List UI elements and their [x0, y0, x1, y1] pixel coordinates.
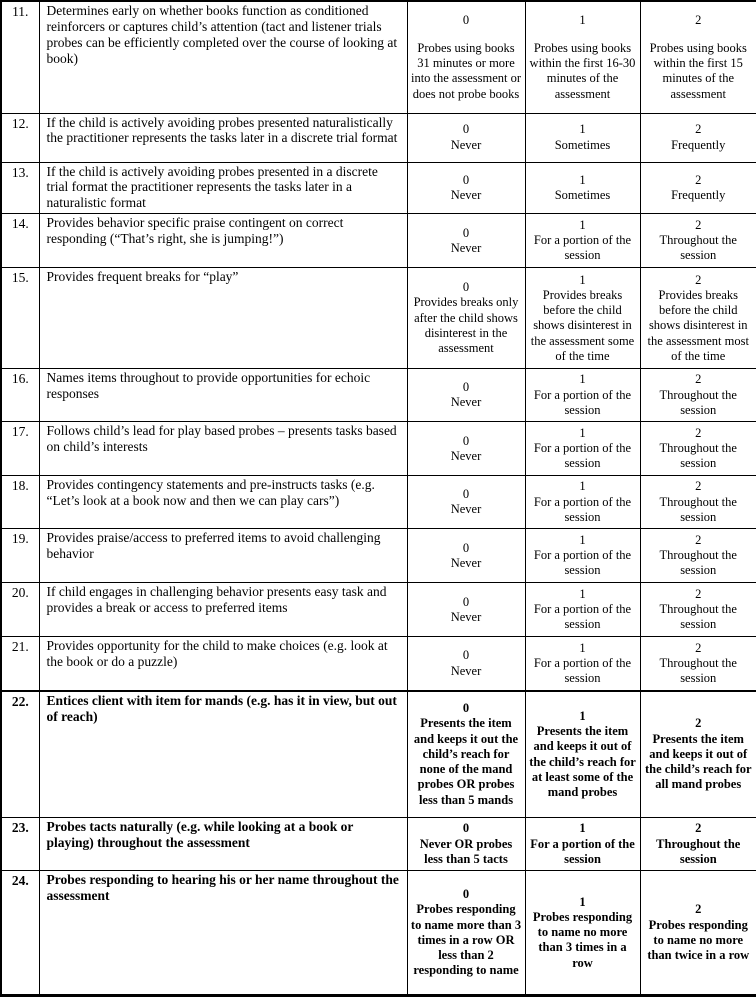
score-description: Never — [450, 137, 482, 152]
score-value: 0 — [462, 380, 470, 395]
score-cell-0 — [407, 422, 525, 476]
score-cell-0 — [407, 214, 525, 268]
table-row — [1, 268, 756, 369]
score-description: Throughout the session — [659, 494, 737, 524]
item-description: If the child is actively avoiding probes presented in a discrete trial format the practitioner represents the tasks later in a naturalistic format — [39, 162, 407, 214]
score-value: 2 — [695, 372, 702, 387]
score-cell-1 — [525, 583, 640, 637]
score-value: 0 — [462, 122, 470, 137]
item-number: 12. — [1, 113, 39, 162]
table-row — [1, 214, 756, 268]
score-cell-1 — [525, 529, 640, 583]
score-description: Throughout the session — [659, 387, 737, 417]
score-description: Frequently — [671, 187, 726, 202]
score-description: Presents the item and keeps it out of the child’s reach for all mand probes — [644, 731, 752, 792]
score-cell-1 — [525, 637, 640, 691]
item-description: Determines early on whether books function as conditioned reinforcers or captures child’s attention (tact and listener trials probes can be efficiently completed over the course of looking at book) — [39, 1, 407, 113]
table-row — [1, 529, 756, 583]
score-description: Never OR probes less than 5 tacts — [419, 836, 513, 866]
score-cell-0 — [407, 476, 525, 529]
item-number: 14. — [1, 214, 39, 268]
table-row — [1, 1, 756, 113]
score-cell-2 — [640, 583, 756, 637]
score-description: Provides breaks only after the child shows disinterest in the assessment — [413, 295, 519, 356]
item-description: If child engages in challenging behavior presents easy task and provides a break or access to preferred items — [39, 583, 407, 637]
score-description: Provides breaks before the child shows disinterest in the assessment some of the time — [530, 287, 635, 363]
score-value: 1 — [579, 272, 586, 287]
score-description: Throughout the session — [656, 836, 741, 866]
score-cell-0 — [407, 691, 525, 818]
score-cell-1 — [525, 113, 640, 162]
score-description: For a portion of the session — [533, 441, 632, 471]
score-description: For a portion of the session — [533, 387, 632, 417]
score-value: 0 — [462, 887, 470, 902]
score-description: Probes using books within the first 16-30 minutes of the assessment — [529, 40, 636, 101]
score-description: Presents the item and keeps it out of the child’s reach for at least some of the mand probes — [529, 724, 636, 800]
score-cell-2 — [640, 162, 756, 214]
score-value: 1 — [579, 532, 586, 547]
score-value: 1 — [579, 12, 586, 27]
score-value: 0 — [462, 225, 470, 240]
score-description: Throughout the session — [659, 233, 737, 263]
score-cell-0 — [407, 369, 525, 422]
item-description: Entices client with item for mands (e.g. has it in view, but out of reach) — [39, 691, 407, 818]
score-value: 2 — [695, 586, 702, 601]
item-number: 24. — [1, 871, 39, 996]
score-description: Throughout the session — [659, 602, 737, 632]
score-cell-0 — [407, 637, 525, 691]
table-row — [1, 818, 756, 871]
score-value: 1 — [579, 479, 586, 494]
score-value: 0 — [462, 701, 470, 716]
score-description: Never — [450, 555, 482, 570]
score-description: Never — [450, 448, 482, 463]
table-row — [1, 691, 756, 818]
score-cell-1 — [525, 818, 640, 871]
score-description: Never — [450, 395, 482, 410]
score-description: Never — [450, 240, 482, 255]
score-description: Never — [450, 609, 482, 624]
score-description: For a portion of the session — [533, 602, 632, 632]
score-cell-2 — [640, 214, 756, 268]
score-description: Probes responding to name no more than 3 times in a row — [532, 909, 633, 970]
score-description: Probes using books 31 minutes or more into the assessment or does not probe books — [410, 40, 522, 101]
item-number: 20. — [1, 583, 39, 637]
score-value: 0 — [462, 487, 470, 502]
score-value: 0 — [462, 648, 470, 663]
score-description: Sometimes — [554, 187, 611, 202]
score-value: 2 — [695, 640, 702, 655]
score-cell-0 — [407, 268, 525, 369]
score-value: 1 — [579, 122, 586, 137]
item-description: Follows child’s lead for play based probes – presents tasks based on child’s interests — [39, 422, 407, 476]
score-cell-2 — [640, 818, 756, 871]
rubric-rows — [1, 1, 756, 996]
score-value: 1 — [579, 708, 586, 723]
item-description: Probes tacts naturally (e.g. while looking at a book or playing) throughout the assessment — [39, 818, 407, 871]
item-number: 23. — [1, 818, 39, 871]
score-cell-2 — [640, 691, 756, 818]
item-description: Provides frequent breaks for “play” — [39, 268, 407, 369]
score-description: Never — [450, 502, 482, 517]
score-cell-0 — [407, 162, 525, 214]
score-description: Presents the item and keeps it out the child’s reach for none of the mand probes OR probes less than 5 mands — [413, 716, 519, 807]
score-description: Probes responding to name no more than twice in a row — [647, 917, 750, 963]
score-value: 1 — [579, 217, 586, 232]
score-cell-1 — [525, 268, 640, 369]
score-cell-2 — [640, 422, 756, 476]
score-cell-2 — [640, 529, 756, 583]
table-row — [1, 583, 756, 637]
score-cell-1 — [525, 369, 640, 422]
item-number: 19. — [1, 529, 39, 583]
score-cell-0 — [407, 529, 525, 583]
score-value: 1 — [579, 172, 586, 187]
score-value: 0 — [462, 594, 470, 609]
score-cell-2 — [640, 476, 756, 529]
item-description: Provides contingency statements and pre-instructs tasks (e.g. “Let’s look at a book now and then we can play cars”) — [39, 476, 407, 529]
score-value: 2 — [695, 532, 702, 547]
score-cell-0 — [407, 113, 525, 162]
score-cell-1 — [525, 162, 640, 214]
score-value: 0 — [462, 280, 470, 295]
score-value: 2 — [695, 479, 702, 494]
table-row — [1, 637, 756, 691]
score-value: 2 — [695, 272, 702, 287]
score-cell-1 — [525, 691, 640, 818]
score-cell-2 — [640, 637, 756, 691]
score-value: 0 — [462, 821, 470, 836]
table-row — [1, 871, 756, 996]
score-description: Provides breaks before the child shows disinterest in the assessment most of the time — [647, 287, 749, 363]
item-number: 15. — [1, 268, 39, 369]
score-cell-1 — [525, 214, 640, 268]
score-value: 1 — [579, 640, 586, 655]
score-cell-0 — [407, 583, 525, 637]
score-cell-2 — [640, 1, 756, 113]
table-row — [1, 162, 756, 214]
score-description: Never — [450, 187, 482, 202]
table-row — [1, 369, 756, 422]
item-number: 18. — [1, 476, 39, 529]
item-number: 16. — [1, 369, 39, 422]
score-value: 2 — [695, 172, 702, 187]
score-description: Sometimes — [554, 137, 611, 152]
score-cell-1 — [525, 422, 640, 476]
score-description: Throughout the session — [659, 548, 737, 578]
score-description: For a portion of the session — [533, 548, 632, 578]
score-description: For a portion of the session — [533, 655, 632, 686]
item-number: 17. — [1, 422, 39, 476]
score-value: 2 — [695, 716, 702, 731]
score-description: For a portion of the session — [533, 494, 632, 524]
score-description: Never — [450, 663, 482, 678]
score-value: 2 — [695, 902, 702, 917]
score-description: For a portion of the session — [530, 836, 635, 866]
score-cell-1 — [525, 871, 640, 996]
score-value: 1 — [579, 372, 586, 387]
score-description: Throughout the session — [659, 655, 737, 686]
score-cell-1 — [525, 476, 640, 529]
item-description: If the child is actively avoiding probes presented naturalistically the practitioner represents the tasks later in a discrete trial format — [39, 113, 407, 162]
score-value: 0 — [462, 172, 470, 187]
score-description: For a portion of the session — [533, 233, 632, 263]
item-description: Provides praise/access to preferred items to avoid challenging behavior — [39, 529, 407, 583]
table-row — [1, 476, 756, 529]
score-cell-0 — [407, 871, 525, 996]
table-row — [1, 422, 756, 476]
score-cell-2 — [640, 369, 756, 422]
score-cell-0 — [407, 1, 525, 113]
score-value: 0 — [462, 12, 470, 27]
item-description: Names items throughout to provide opportunities for echoic responses — [39, 369, 407, 422]
score-value: 2 — [695, 821, 702, 836]
score-value: 0 — [462, 433, 470, 448]
score-cell-2 — [640, 268, 756, 369]
score-cell-1 — [525, 1, 640, 113]
item-number: 21. — [1, 637, 39, 691]
item-description: Provides opportunity for the child to make choices (e.g. look at the book or do a puzzle) — [39, 637, 407, 691]
score-value: 1 — [579, 894, 586, 909]
score-value: 1 — [579, 821, 586, 836]
score-value: 1 — [579, 425, 586, 440]
item-number: 11. — [1, 1, 39, 113]
score-cell-2 — [640, 113, 756, 162]
table-row — [1, 113, 756, 162]
score-description: Probes responding to name more than 3 times in a row OR less than 2 responding to name — [410, 902, 522, 978]
item-description: Provides behavior specific praise contingent on correct responding (“That’s right, she is jumping!”) — [39, 214, 407, 268]
score-value: 2 — [695, 12, 702, 27]
item-number: 22. — [1, 691, 39, 818]
score-cell-2 — [640, 871, 756, 996]
score-value: 1 — [579, 586, 586, 601]
score-cell-0 — [407, 818, 525, 871]
item-number: 13. — [1, 162, 39, 214]
score-description: Probes using books within the first 15 minutes of the assessment — [649, 40, 747, 101]
score-value: 2 — [695, 425, 702, 440]
score-description: Throughout the session — [659, 441, 737, 471]
score-value: 2 — [695, 217, 702, 232]
score-value: 0 — [462, 540, 470, 555]
score-value: 2 — [695, 122, 702, 137]
score-description: Frequently — [671, 137, 726, 152]
item-description: Probes responding to hearing his or her name throughout the assessment — [39, 871, 407, 996]
